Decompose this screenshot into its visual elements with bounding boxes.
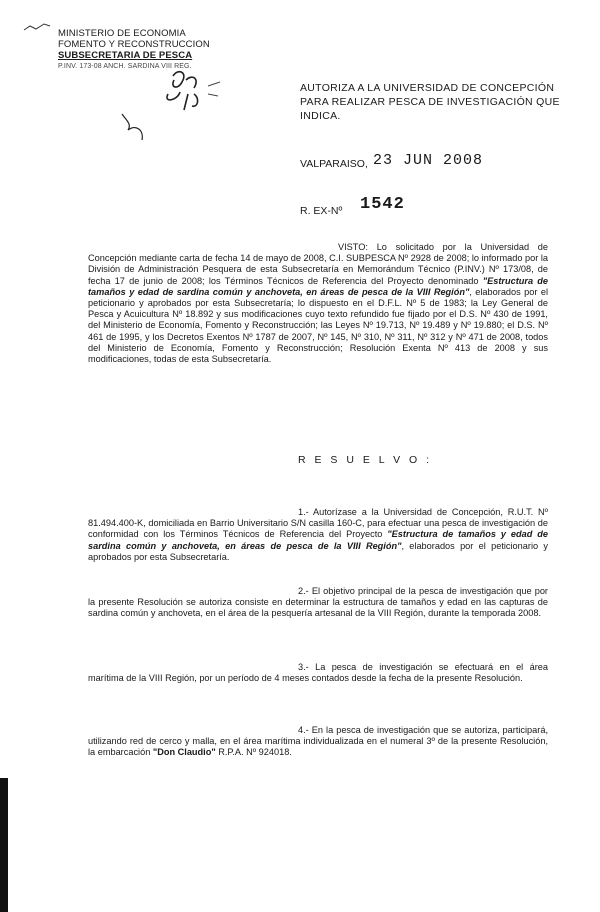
section-3: 3.- La pesca de investigación se efectuará en el área marítima de la VIII Región, por un período de 4 meses contados desde la fecha de la presente Resolución. (88, 662, 548, 684)
subsecretaria-name: SUBSECRETARIA DE PESCA (58, 50, 193, 61)
section-1-text-b: , elaborados por el peticionario y aprobados por esta Subsecretaría. (88, 540, 548, 562)
visto-text-part2: , elaborados por el peticionario y aprobados por esta Subsecretaría; lo dispuesto en el D.F.L. Nº 5 de 1983; la Ley General de Pesca y Acuicultura Nº 18.892 y sus modificaciones cuyo texto refundido fue fijado por el D.S. Nº 430 de 1991, del Ministerio de Economía, Fomento y Reconstrucción; las Leyes Nº 19.713, Nº 19.489 y Nº 19.880; el D.S. Nº 461 de 1995, y los Decretos Exentos Nº 1787 de 2007, Nº 145, Nº 310, Nº 311, Nº 312 y Nº 471 de 2008, todos del Ministerio de Economía, Fomento y Reconstrucción; Resolución Exenta Nº 413 de 2008 y sus modificaciones, todas de esta Subsecretaría. (88, 286, 548, 365)
visto-lead: VISTO: (338, 242, 368, 252)
resolution-number-label: R. EX-Nº (300, 205, 343, 217)
section-2: 2.- El objetivo principal de la pesca de investigación que por la presente Resolución se autoriza consiste en determinar la estructura de tamaños y edad en las capturas de sardina común y anchoveta, en el área de la pesquería artesanal de la VIII Región, durante la temporada 2008. (88, 586, 548, 619)
ministry-name: MINISTERIO DE ECONOMIA (58, 28, 186, 39)
section-4-text-b: R.P.A. Nº 924018. (215, 747, 292, 758)
section-1 (88, 507, 548, 563)
visto-paragraph (88, 242, 548, 365)
reference-code: P.INV. 173-08 ANCH. SARDINA VIII REG. (58, 63, 192, 70)
ministry-subtitle: FOMENTO Y RECONSTRUCCION (58, 39, 210, 50)
resuelvo-heading: R E S U E L V O : (298, 454, 433, 466)
section-1-text-a: 1.- Autorízase a la Universidad de Concepción, R.U.T. Nº 81.494.400-K, domiciliada en Barrio Universitario S/N casilla 160-C, para efectuar una pesca de investigación de conformidad con los Términos Técnicos de Referencia del Proyecto (88, 507, 548, 540)
visto-project-title: "Estructura de tamaños y edad de sardina común y anchoveta, en áreas de pesca de la VIII Región" (88, 275, 548, 297)
section-4 (88, 725, 548, 759)
scan-edge-bar (0, 778, 8, 912)
resolution-subject: AUTORIZA A LA UNIVERSIDAD DE CONCEPCIÓN PARA REALIZAR PESCA DE INVESTIGACIÓN QUE INDICA. (300, 82, 560, 122)
place-label: VALPARAISO, (300, 158, 368, 170)
date-stamp: 23 JUN 2008 (373, 152, 484, 169)
corner-mark (22, 20, 52, 34)
section-4-vessel-name: "Don Claudio" (152, 747, 216, 758)
visto-text-part1: Lo solicitado por la Universidad de Concepción mediante carta de fecha 14 de mayo de 2008, C.I. SUBPESCA Nº 2928 de 2008; lo informado por la División de Administración Pesquera de esta Subsecretaría en Memorándum Técnico (P.INV.) Nº 173/08, de fecha 17 de junio de 2008; los Términos Técnicos de Referencia del Proyecto denominado (88, 242, 548, 286)
resolution-number: 1542 (360, 195, 405, 214)
section-1-project-title: "Estructura de tamaños y edad de sardina común y anchoveta, en áreas de pesca de la VIII Región" (88, 529, 548, 551)
section-4-text-a: 4.- En la pesca de investigación que se autoriza, participará, utilizando red de cerco y malla, en el área marítima individualizada en el numeral 3º de la presente Resolución, la embarcación (88, 725, 548, 758)
handwritten-signature-icon (108, 64, 228, 144)
